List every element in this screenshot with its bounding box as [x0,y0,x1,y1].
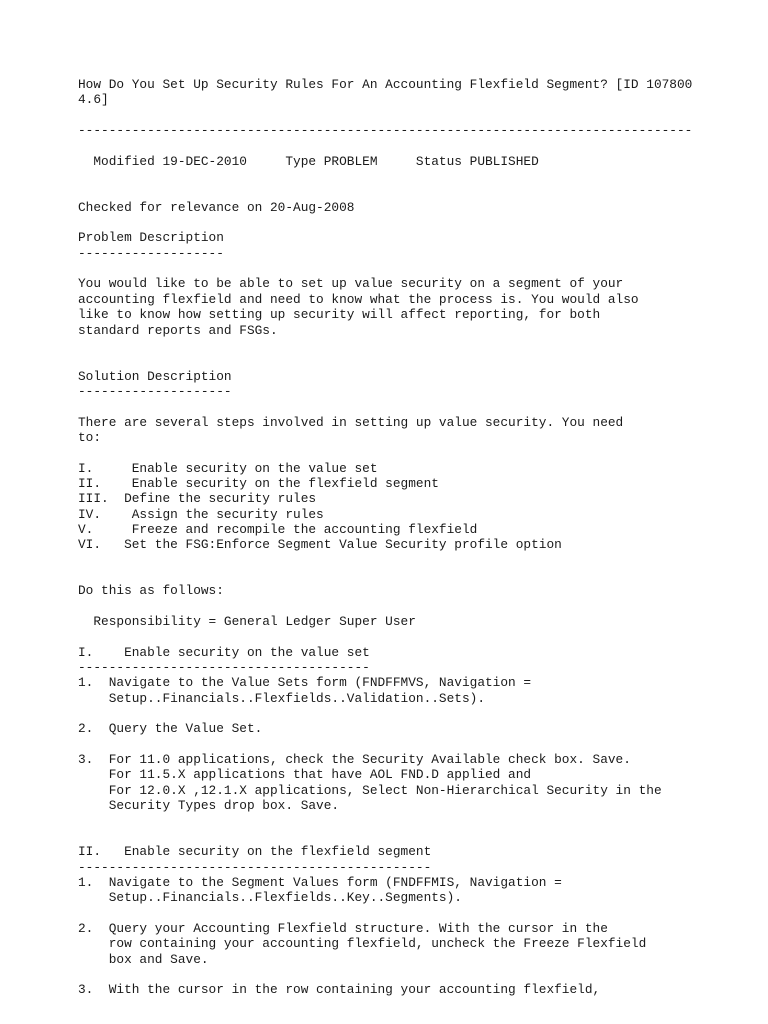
document-line [78,353,728,368]
document-line [78,814,728,829]
document-line: like to know how setting up security will affect reporting, for both [78,307,601,323]
document-line: IV. Assign the security rules [78,506,324,522]
document-line: How Do You Set Up Security Rules For An Accounting Flexfield Segment? [ID 107800 [78,77,693,92]
document-line: VI. Set the FSG:Enforce Segment Value Security profile option [78,537,562,553]
document-line: Security Types drop box. Save. [78,798,340,814]
document-line: Modified 19-DEC-2010 Type PROBLEM Status PUBLISHED [78,153,539,169]
document-line [78,706,728,721]
document-line: -------------------- [78,383,232,399]
document-line: For 12.0.X ,12.1.X applications, Select Non-Hierarchical Security in the [78,782,662,798]
document-line [78,553,728,568]
document-line: 2. Query your Accounting Flexfield structure. With the cursor in the [78,920,608,936]
document-line: -------------------------------------- [78,660,370,676]
document-line: Setup..Financials..Flexfields..Validation..Sets). [78,690,486,706]
document-line: Solution Description [78,368,232,384]
document-line: to: [78,429,102,445]
document-line [78,599,728,614]
document-line: III. Define the security rules [78,491,317,507]
document-line: II. Enable security on the flexfield segment [78,475,439,491]
document-line: standard reports and FSGs. [78,322,278,338]
document-line: 3. For 11.0 applications, check the Security Available check box. Save. [78,752,631,768]
document-text [78,77,728,998]
document-line: You would like to be able to set up value security on a segment of your [78,276,624,292]
document-line [78,445,728,460]
document-line [78,399,728,414]
document-line: 1. Navigate to the Segment Values form (FNDFFMIS, Navigation = [78,874,562,890]
document-line: 2. Query the Value Set. [78,721,263,737]
document-line: For 11.5.X applications that have AOL FND.D applied and [78,767,532,783]
document-line: I. Enable security on the value set [78,644,370,660]
document-line: ------------------- [78,245,224,261]
document-line: -------------------------------------------------------------------------------- [78,123,693,139]
document-line: Checked for relevance on 20-Aug-2008 [78,199,355,215]
document-line [78,338,728,353]
document-line: box and Save. [78,951,209,967]
document-line [78,108,728,123]
document-line [78,906,728,921]
document-line: Problem Description [78,230,224,246]
document-line: 4.6] [78,92,109,108]
document-line [78,967,728,982]
document-line: V. Freeze and recompile the accounting flexfield [78,521,478,537]
document-line [78,261,728,276]
document-line [78,215,728,230]
document-line [78,629,728,644]
document-line [78,568,728,583]
document-line: row containing your accounting flexfield, uncheck the Freeze Flexfield [78,936,647,952]
document-line [78,138,728,153]
document-line [78,829,728,844]
document-line: There are several steps involved in setting up value security. You need [78,414,624,430]
document-line: Do this as follows: [78,583,224,599]
document-line: I. Enable security on the value set [78,460,378,476]
document-line: II. Enable security on the flexfield segment [78,844,432,860]
document-line: accounting flexfield and need to know what the process is. You would also [78,291,639,307]
document-line [78,737,728,752]
document-line: 1. Navigate to the Value Sets form (FNDFFMVS, Navigation = [78,675,532,691]
document-line: ---------------------------------------------- [78,859,432,875]
document-line: 3. With the cursor in the row containing your accounting flexfield, [78,982,601,998]
document-line: Setup..Financials..Flexfields..Key..Segments). [78,890,462,906]
document-line [78,169,728,184]
document-line: Responsibility = General Ledger Super User [78,614,416,630]
document-line [78,184,728,199]
